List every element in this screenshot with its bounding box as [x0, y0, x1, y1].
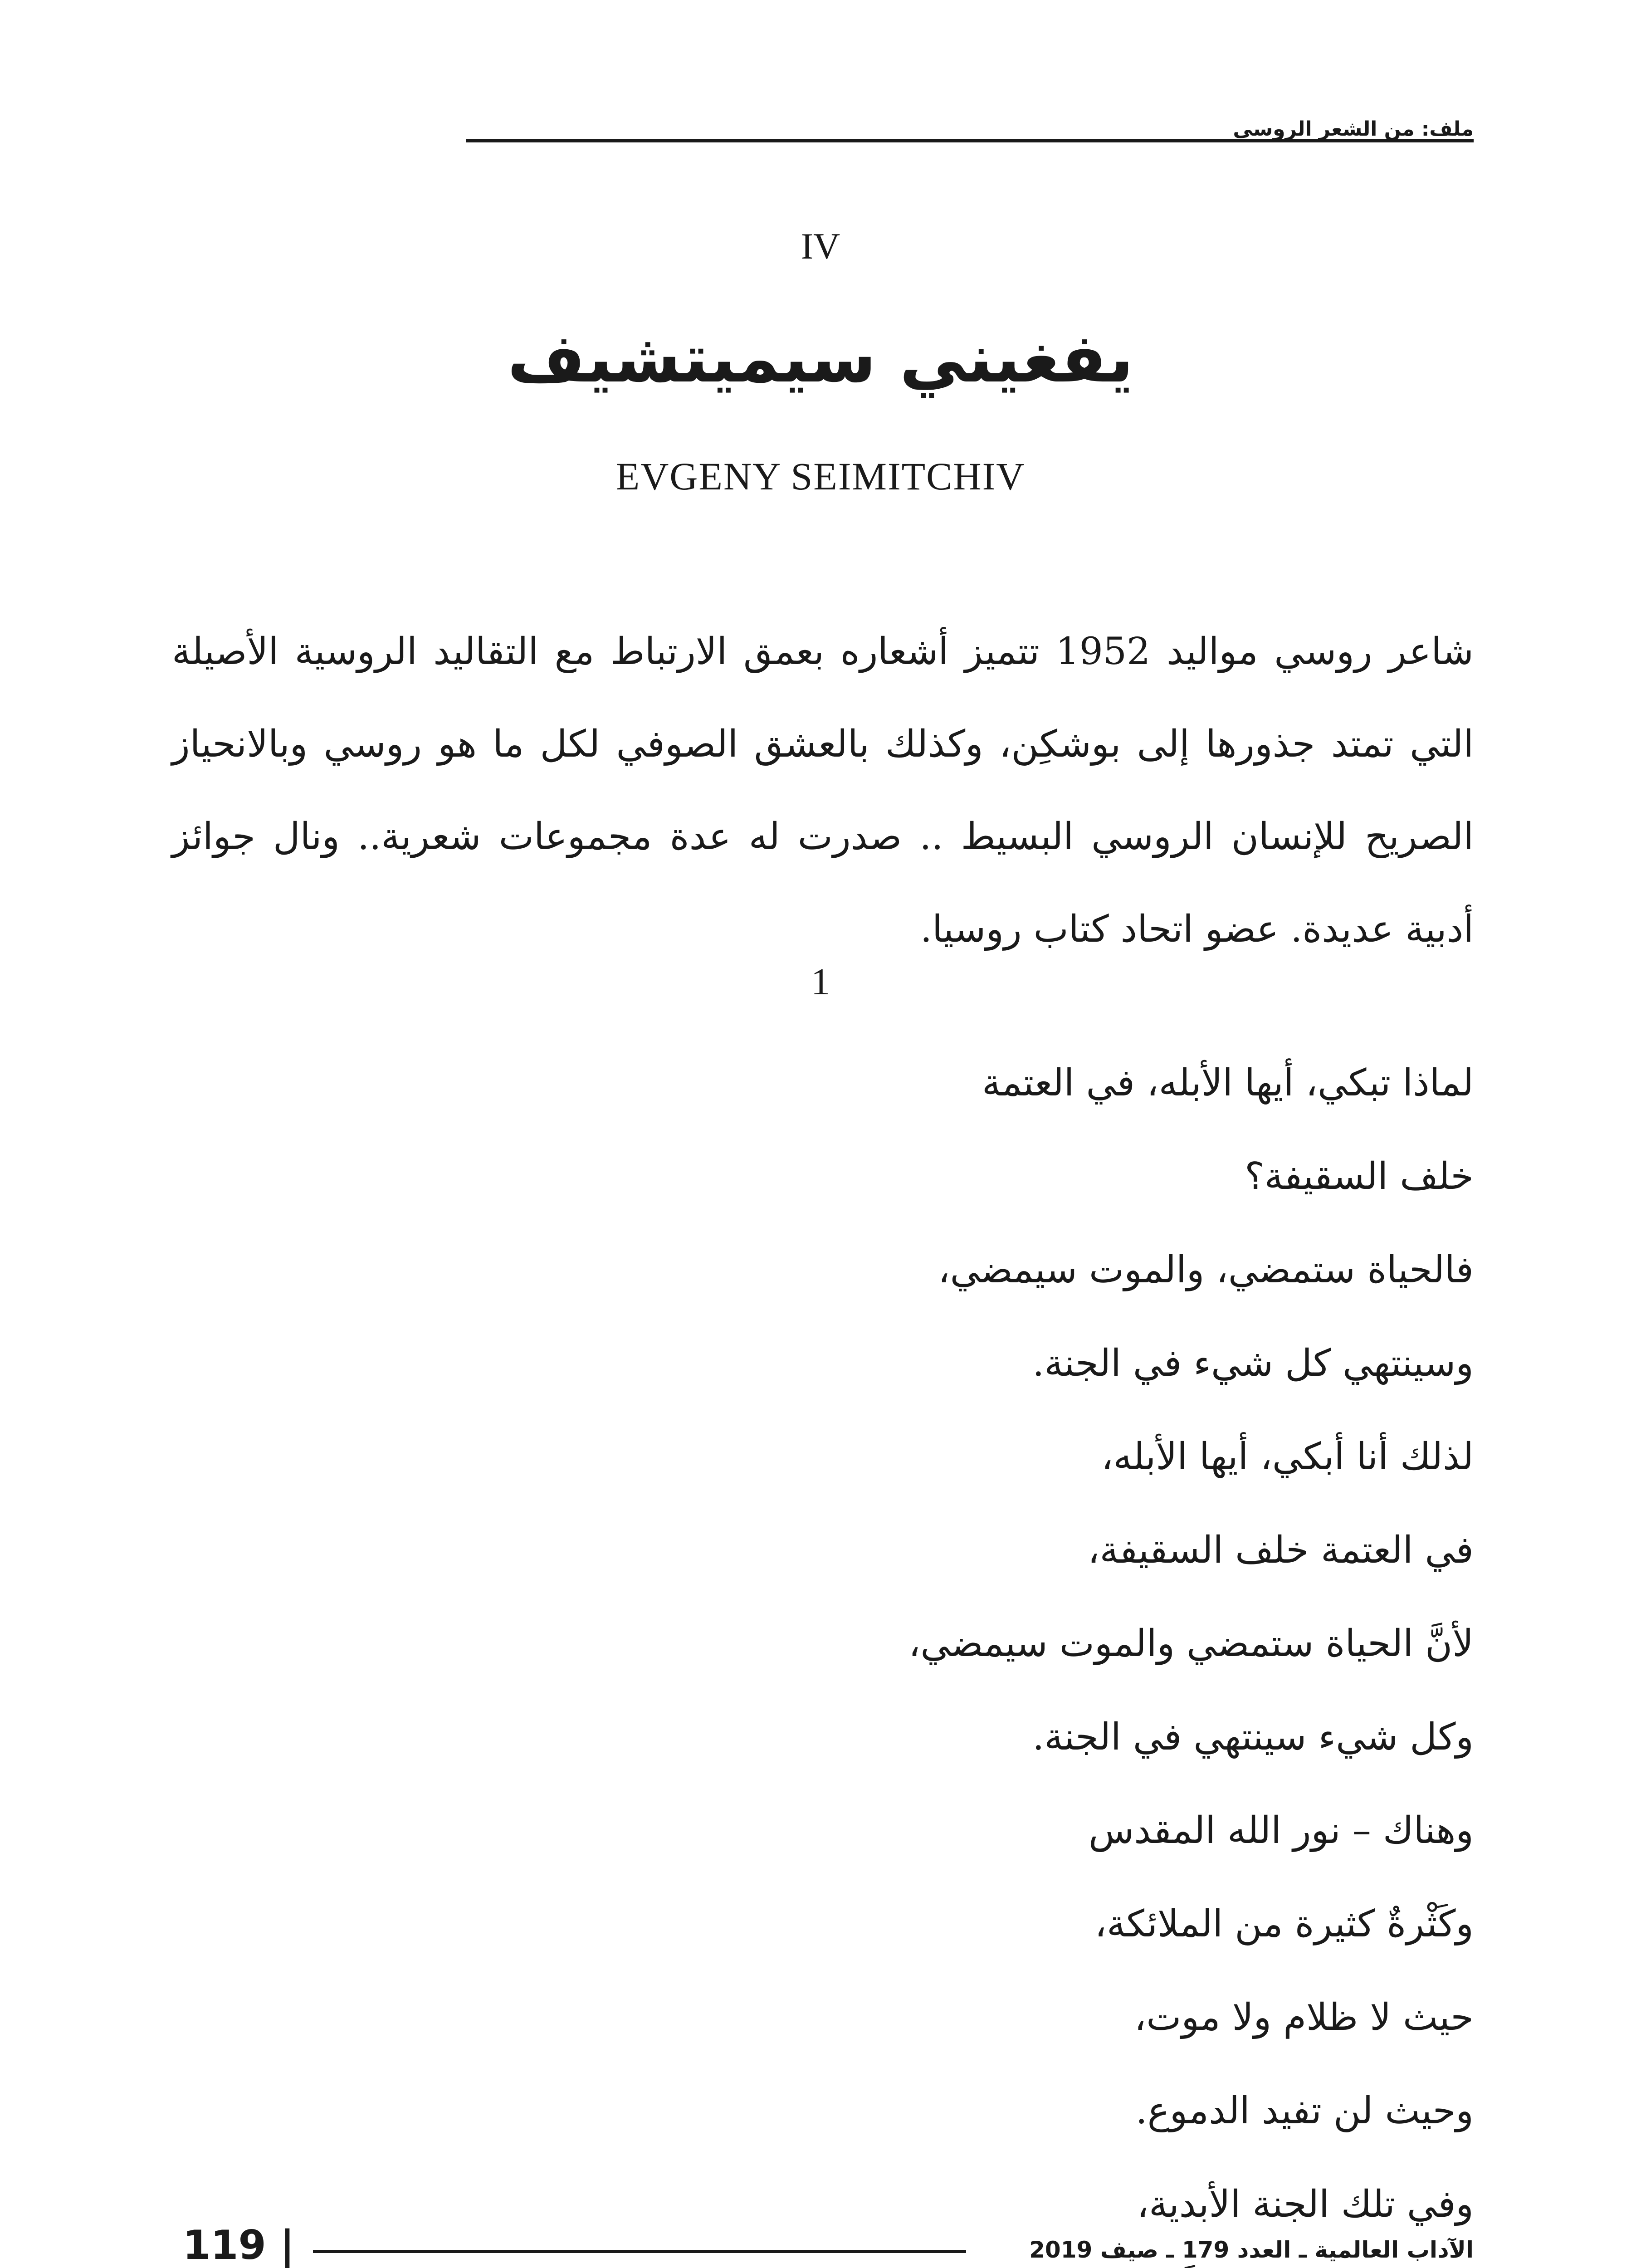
- poem-number: 1: [811, 961, 830, 1003]
- page-number: 119 |: [183, 2222, 295, 2268]
- article-number: IV: [801, 225, 840, 267]
- poem-line: لماذا تبكي، أيها الأبله، في العتمة: [982, 1061, 1474, 1105]
- bio-line: الصريح للإنسان الروسي البسيط .. صدرت له عدة مجموعات شعرية.. ونال جوائز: [172, 815, 1474, 858]
- poem-line: وحيث لن تفيد الدموع.: [1135, 2089, 1474, 2132]
- poem-line: فالحياة ستمضي، والموت سيمضي،: [938, 1248, 1474, 1291]
- poem-line: وكل شيء سينتهي في الجنة.: [1032, 1716, 1474, 1759]
- poem-line: لذلك أنا أبكي، أيها الأبله،: [1101, 1435, 1474, 1478]
- poet-biography: [172, 606, 1474, 976]
- poem-line: وهناك – نور الله المقدس: [1089, 1809, 1474, 1852]
- poem-line: خلف السقيفة؟: [1245, 1155, 1474, 1198]
- poem-line: في العتمة خلف السقيفة،: [1088, 1529, 1474, 1572]
- running-header: ملف: من الشعر الروسي: [1233, 117, 1474, 141]
- publication-info: الآداب العالمية ـ العدد 179 ـ صيف 2019: [1029, 2237, 1474, 2263]
- poem-line: وسينتهي كل شيء في الجنة.: [1032, 1342, 1474, 1385]
- bio-line: التي تمتد جذورها إلى بوشكِن، وكذلك بالعشق الصوفي لكل ما هو روسي وبالانحياز: [172, 723, 1474, 766]
- poem-line: وكَثْرةٌ كثيرة من الملائكة،: [1094, 1902, 1474, 1945]
- bio-line: أدبية عديدة. عضو اتحاد كتاب روسيا.: [920, 908, 1474, 951]
- poem-line: لأنَّ الحياة ستمضي والموت سيمضي،: [908, 1622, 1474, 1665]
- poet-name-arabic: يفغيني سيميتشيف: [507, 319, 1134, 397]
- poem-line: وفي تلك الجنة الأبدية،: [1137, 2183, 1474, 2226]
- bio-line: شاعر روسي مواليد 1952 تتميز أشعاره بعمق الارتباط مع التقاليد الروسية الأصيلة: [172, 630, 1474, 673]
- poem-body: [612, 1036, 1474, 2268]
- poem-line: حيث لا ظلام ولا موت،: [1134, 1996, 1474, 2039]
- footer-rule: [313, 2250, 966, 2253]
- poet-name-english: EVGENY SEIMITCHIV: [615, 455, 1026, 498]
